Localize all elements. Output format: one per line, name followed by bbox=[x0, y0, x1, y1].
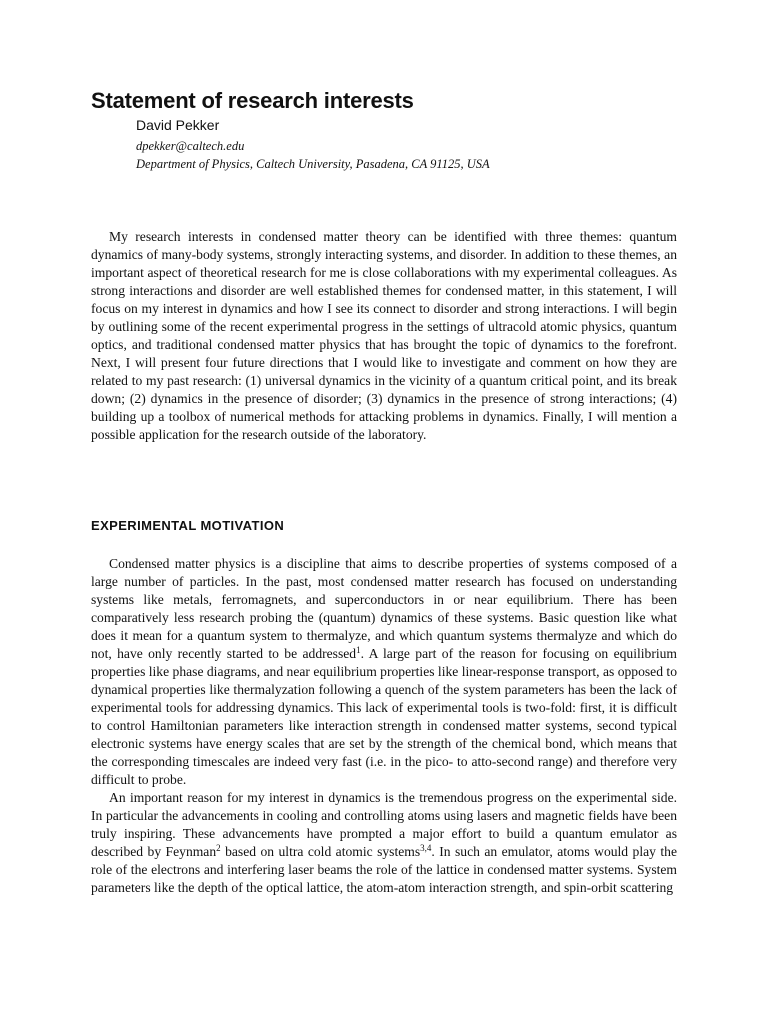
section-heading: EXPERIMENTAL MOTIVATION bbox=[91, 518, 285, 533]
reference-superscript: 1 bbox=[356, 645, 361, 655]
paragraph-text: based on ultra cold atomic systems bbox=[220, 844, 421, 859]
author-name: David Pekker bbox=[136, 117, 220, 133]
reference-superscript: 2 bbox=[216, 843, 221, 853]
author-affiliation: Department of Physics, Caltech University, Pasadena, CA 91125, USA bbox=[136, 157, 490, 171]
paragraph-text: . A large part of the reason for focusing on equilibrium properties like phase diagrams, and near equilibrium properties like linear-response transport, as opposed to dynamical properties like thermalyzation following a quench of the system parameters has been the lack of experimental tools for addressing dynamics. This lack of experimental tools is two-fold: first, it is difficult to control Hamiltonian parameters like interaction strength in condensed matter systems, second typical electronic systems have energy scales that are set by the strength of the chemical bond, which means that the corresponding timescales are indeed very fast (i.e. in the pico- to atto-second range) and therefore very difficult to probe. bbox=[91, 646, 677, 787]
intro-section bbox=[91, 228, 677, 444]
paragraph-text: . In such an emulator, atoms would play the role of the electrons and interfering laser beams the role of the lattice in condensed matter systems. System parameters like the depth of the optical lattice, the atom-atom interaction strength, and spin-orbit scattering bbox=[91, 844, 677, 895]
document-title: Statement of research interests bbox=[91, 88, 414, 113]
intro-paragraph: My research interests in condensed matter theory can be identified with three themes: quantum dynamics of many-body systems, strongly interacting systems, and disorder. In addition to these themes, an important aspect of theoretical research for me is close collaborations with my experimental colleagues. As strong interactions and disorder are well established themes for condensed matter, in this statement, I will focus on my interest in dynamics and how I see its connect to disorder and strong interactions. I will begin by outlining some of the recent experimental progress in the settings of ultracold atomic physics, quantum optics, and traditional condensed matter physics that has brought the topic of dynamics to the forefront. Next, I will present four future directions that I would like to investigate and comment on how they are related to my past research: (1) universal dynamics in the vicinity of a quantum critical point, and its break down; (2) dynamics in the presence of disorder; (3) dynamics in the presence of strong interactions; (4) building up a toolbox of numerical methods for attacking problems in dynamics. Finally, I will mention a possible application for the research outside of the laboratory. bbox=[91, 229, 677, 442]
reference-superscript: 3,4 bbox=[420, 843, 432, 853]
author-email: dpekker@caltech.edu bbox=[136, 139, 245, 153]
experimental-motivation-section bbox=[91, 555, 677, 897]
paragraph-text: Condensed matter physics is a discipline that aims to describe properties of systems composed of a large number of particles. In the past, most condensed matter research has focused on understanding systems like metals, ferromagnets, and superconductors in or near equilibrium. There has been comparatively less research probing the (quantum) dynamics of these systems. Basic question like what does it mean for a quantum system to thermalyze, and which quantum systems thermalyze and which do not, have only recently started to be addressed bbox=[91, 556, 677, 661]
section-paragraph-1 bbox=[91, 555, 677, 789]
section-paragraph-2 bbox=[91, 789, 677, 897]
paragraph-text: An important reason for my interest in dynamics is the tremendous progress on the experimental side. In particular the advancements in cooling and controlling atoms using lasers and magnetic fields have been truly inspiring. These advancements have prompted a major effort to build a quantum emulator as described by Feynman bbox=[91, 790, 677, 859]
